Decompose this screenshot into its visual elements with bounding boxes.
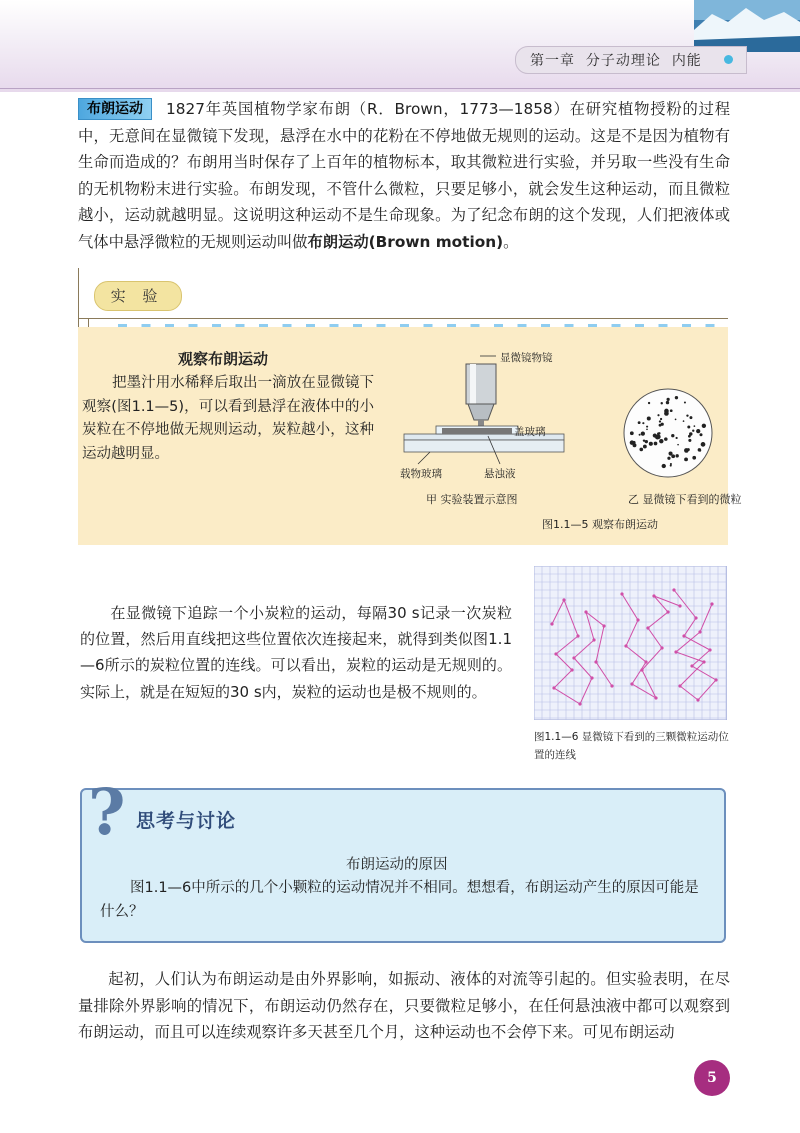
discussion-heading: 思考与讨论 <box>136 810 237 832</box>
trace-point <box>550 622 553 625</box>
particle <box>660 418 662 420</box>
trace-point <box>678 604 681 607</box>
trace-point <box>590 676 593 679</box>
trace-point <box>578 702 581 705</box>
experiment-text: 把墨汁用水稀释后取出一滴放在显微镜下观察(图1.1—5)，可以看到悬浮在液体中的小炭粒在不停地做无规则运动，炭粒越小，这种运动越明显。 <box>82 375 374 462</box>
trace-point <box>624 644 627 647</box>
particle <box>670 465 672 467</box>
trace-point <box>646 626 649 629</box>
trace-point <box>592 638 595 641</box>
label-objective: 显微镜物镜 <box>500 352 553 364</box>
particle <box>641 432 645 436</box>
particle <box>688 439 691 442</box>
particle <box>692 430 694 432</box>
trace-point <box>696 698 699 701</box>
particle <box>702 424 706 428</box>
particle <box>661 402 663 404</box>
trace-point <box>636 618 639 621</box>
trace-point <box>710 602 713 605</box>
trace-point <box>610 684 613 687</box>
caption-setup: 甲 实验装置示意图 <box>426 493 518 506</box>
figure-1-1-6-traces <box>534 566 727 720</box>
particle <box>662 464 666 468</box>
trace-point <box>576 634 579 637</box>
particle <box>676 454 679 457</box>
particle <box>657 414 659 416</box>
trace-point <box>690 664 693 667</box>
trace-point <box>562 598 565 601</box>
particle <box>687 425 690 428</box>
trace-point <box>694 616 697 619</box>
trace-point <box>640 668 643 671</box>
particle <box>638 421 641 424</box>
header-divider <box>0 88 800 89</box>
particle <box>649 442 653 446</box>
trace-point <box>554 652 557 655</box>
page-number-badge: 5 <box>694 1060 730 1096</box>
particle <box>654 442 658 446</box>
trace-point <box>672 588 675 591</box>
particle <box>694 425 696 427</box>
trace-point <box>708 648 711 651</box>
discussion-title: 布朗运动的原因 <box>346 857 448 873</box>
question-mark-icon: ? <box>88 775 126 850</box>
label-slide: 载物玻璃 <box>400 468 442 480</box>
particle <box>659 439 663 443</box>
particle <box>692 456 696 460</box>
trace-point <box>570 668 573 671</box>
particle <box>639 448 643 452</box>
term-brownian-motion: 布朗运动(Brown motion) <box>307 232 504 251</box>
trace-point <box>630 682 633 685</box>
topic-tag: 布朗运动 <box>78 98 152 120</box>
particle <box>642 422 644 424</box>
particle <box>659 424 662 427</box>
trace-point <box>552 686 555 689</box>
particle <box>698 430 700 432</box>
trace-point <box>660 646 663 649</box>
particle <box>670 409 673 412</box>
particle <box>646 428 648 430</box>
particle <box>686 414 688 416</box>
intro-paragraph: 布朗运动 1827年英国植物学家布朗（R．Brown，1773—1858）在研究植物授粉的过程中，无意间在显微镜下发现，悬浮在水中的花粉在不停地做无规则的运动。这是不是因为植物有生命而造成的？布朗用当时保存了上百年的植物标本，取其微粒进行实验，并另取一些没有生命的无机物粉末进行实验。布朗发现，不管什么微粒，只要足够小，就会发生这种运动，而且微粒越小，运动就越明显。这说明这种运动不是生命现象。为了纪念布朗的这个发现，人们把液体或气体中悬浮微粒的无规则运动叫做布朗运动(Brown motion)。 <box>78 100 730 251</box>
particle <box>683 420 685 422</box>
particle <box>664 409 669 414</box>
particle <box>646 426 648 428</box>
particle <box>643 445 647 449</box>
trace-point <box>654 696 657 699</box>
particle <box>664 437 668 441</box>
trace-point <box>698 630 701 633</box>
particle <box>687 448 690 451</box>
experiment-badge-label: 实 验 <box>110 287 164 305</box>
chapter-dot-icon <box>724 55 733 64</box>
label-suspension: 悬浊液 <box>484 468 516 480</box>
experiment-title: 观察布朗运动 <box>178 350 269 368</box>
trace-point <box>572 656 575 659</box>
trace-point <box>674 650 677 653</box>
particle <box>667 457 670 460</box>
particle <box>633 443 637 447</box>
particle <box>671 434 674 437</box>
tracking-paragraph: 在显微镜下追踪一个小炭粒的运动，每隔30 s记录一次炭粒的位置，然后用直线把这些位置依次连接起来，就得到类似图1.1—6所示的炭粒位置的连线。可以看出，炭粒的运动是无规则的。实际上，就是在短短的30 s内，炭粒的运动也是极不规则的。 <box>80 604 512 701</box>
figure-1-1-5-caption: 图1.1—5 观察布朗运动 <box>542 518 658 531</box>
trace-point <box>714 678 717 681</box>
particle <box>647 416 651 420</box>
particle <box>675 418 677 420</box>
particle <box>677 444 679 446</box>
trace-point <box>666 610 669 613</box>
header-iceberg-photo <box>694 0 800 52</box>
discussion-text: 图1.1—6中所示的几个小颗粒的运动情况并不相同。想想看，布朗运动产生的原因可能是什么？ <box>100 880 699 920</box>
trace-point <box>678 684 681 687</box>
label-cover-glass: 盖玻璃 <box>514 426 546 438</box>
experiment-frame-left <box>78 268 79 320</box>
particle <box>659 420 661 422</box>
particle <box>676 437 678 439</box>
trace-point <box>620 592 623 595</box>
trace-point <box>602 624 605 627</box>
particle <box>668 451 672 455</box>
particle <box>675 396 678 399</box>
particle <box>701 442 706 447</box>
trace-point <box>594 660 597 663</box>
caption-view: 乙 显微镜下看到的微粒 <box>628 493 742 506</box>
closing-paragraph: 起初，人们认为布朗运动是由外界影响，如振动、液体的对流等引起的。但实验表明，在尽量排除外界影响的情况下，布朗运动仍然存在，只要微粒足够小，在任何悬浊液中都可以观察到布朗运动，而且可以连续观察许多天甚至几个月，这种运动也不会停下来。可见布朗运动 <box>78 970 730 1042</box>
trace-point <box>644 660 647 663</box>
particle <box>699 449 701 451</box>
particle <box>639 434 641 436</box>
particle <box>689 432 692 435</box>
microscope-view <box>622 387 714 479</box>
particle <box>684 457 688 461</box>
figure-1-1-6-caption: 图1.1—6 显微镜下看到的三颗微粒运动位置的连线 <box>534 731 729 761</box>
particle <box>666 401 669 404</box>
particle <box>645 440 648 443</box>
trace-point <box>702 660 705 663</box>
particle <box>667 398 670 401</box>
particle <box>648 402 650 404</box>
particle <box>699 433 702 436</box>
particle <box>630 431 634 435</box>
particle <box>656 434 661 439</box>
trace-point <box>652 594 655 597</box>
particle <box>689 416 692 419</box>
particle <box>684 401 686 403</box>
chapter-heading: 第一章 分子动理论 内能 <box>530 53 702 69</box>
trace-point <box>584 610 587 613</box>
trace-point <box>682 634 685 637</box>
